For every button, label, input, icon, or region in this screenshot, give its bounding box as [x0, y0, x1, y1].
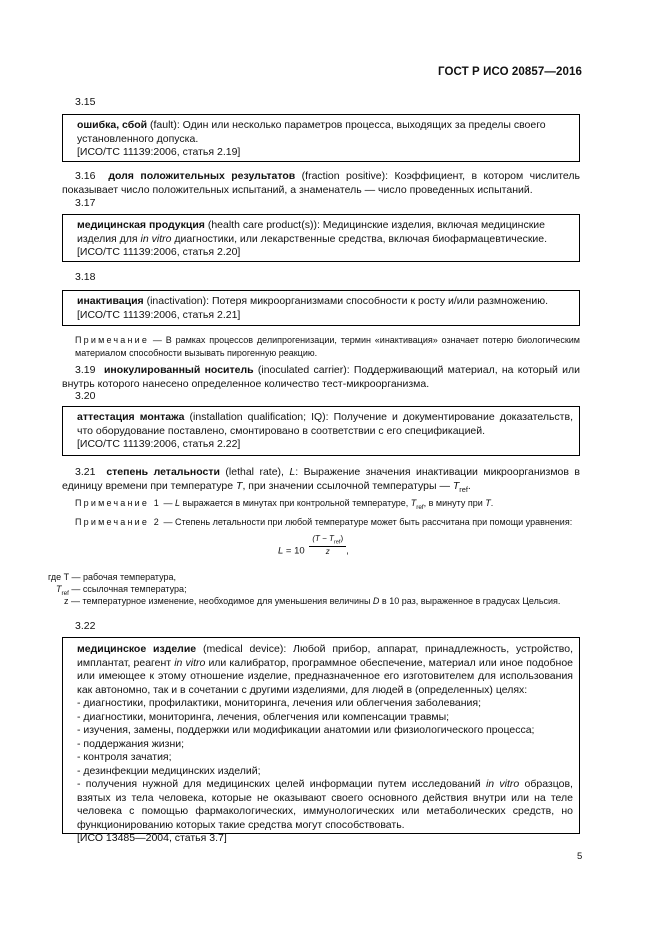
- term-box-3-17: [62, 214, 580, 262]
- term-number-3-17: 3.17: [75, 197, 96, 209]
- note-label: Примечание 1: [75, 498, 161, 508]
- term-reference: [ИСО 13485—2004, статья 3.7]: [77, 832, 227, 844]
- note-3-18: Примечание — В рамках процессов делипрогенизации, термин «инактивация» означает потерю биологическим материалом способности вызывать пирогенную реакцию.: [75, 335, 580, 358]
- term-title: ошибка, сбой: [77, 119, 148, 131]
- term-title: аттестация монтажа: [77, 411, 185, 423]
- term-number-3-22: 3.22: [75, 620, 96, 632]
- lethal-rate-formula: L = 10 $\frac{(T - T_{ref})}{z}$ ,: [278, 534, 349, 557]
- list-item: - получения нужной для медицинских целей информации путем исследований in vitro образцов, взятых из тела человека, которые не оказывают своего основного действия внутри или на теле человека с помощью фармакологических, иммунологических или метаболических средств, но функционированию которых такие средства могут способствовать.: [77, 778, 573, 831]
- term-title: степень летальности: [106, 466, 220, 478]
- term-title: доля положительных результатов: [108, 170, 296, 182]
- term-reference: [ИСО/ТС 11139:2006, статья 2.21]: [77, 308, 241, 321]
- note-2-3-21: Примечание 2 — Степень летальности при любой температуре может быть рассчитана при помощи уравнения:: [75, 517, 573, 527]
- term-reference: [ИСО/ТС 11139:2006, статья 2.22]: [77, 438, 241, 450]
- term-definition: аттестация монтажа (installation qualification; IQ): Получение и документирование доказательств, что оборудование поставлено, смонтировано в соответствии с его спецификацией.: [77, 411, 573, 437]
- term-box-3-18: [62, 290, 580, 326]
- formula-where-Tref: $T_{ref}$ — ссылочная температура;: [56, 584, 187, 597]
- term-box-3-15: [62, 114, 580, 162]
- formula-where-z: z — температурное изменение, необходимое для уменьшения величины D в 10 раз, выраженное в градусах Цельсия.: [64, 596, 561, 606]
- term-number-3-15: 3.15: [75, 96, 96, 108]
- term-reference: [ИСО/ТС 11139:2006, статья 2.20]: [77, 246, 241, 258]
- term-definition: инактивация (inactivation): Потеря микроорганизмами способности к росту и/или размножению.: [77, 295, 548, 307]
- formula-exponent: [309, 534, 346, 556]
- term-reference: [ИСО/ТС 11139:2006, статья 2.19]: [77, 146, 241, 158]
- note-1-3-21: Примечание 1 — L выражается в минутах при контрольной температуре, $T_{ref}$, в минуту при T.: [75, 498, 494, 511]
- term-definition: медицинское изделие (medical device): Любой прибор, аппарат, принадлежность, устройство, имплантат, реагент in vitro или калибратор, программное обеспечение, материал или иное подобное или имеющее к этому отношение изделие, предназначенное его изготовителем для использования как автономно, так и в сочетании с другими изделиями, для людей в (определенных) целях:: [77, 643, 574, 696]
- term-box-3-20: [62, 406, 580, 456]
- term-number-3-20: 3.20: [75, 390, 96, 402]
- term-definition: ошибка, сбой (fault): Один или несколько параметров процесса, выходящих за пределы своего установленного допуска.: [77, 119, 546, 145]
- list-item: - дезинфекции медицинских изделий;: [77, 764, 261, 777]
- term-number-3-18: 3.18: [75, 271, 96, 283]
- term-title: инактивация: [77, 295, 144, 307]
- term-title: инокулированный носитель: [103, 364, 254, 376]
- term-title: медицинская продукция: [77, 219, 205, 231]
- term-paragraph-3-21: 3.21 степень летальности (lethal rate), L: Выражение значения инактивации микроорганизмов в единицу времени при температуре T, при значении ссылочной температуры — $T_{ref}$.: [62, 466, 580, 494]
- term-box-3-22: [62, 637, 580, 844]
- formula-where-T: где T — рабочая температура,: [48, 572, 177, 582]
- term-number-3-16: 3.16: [75, 170, 96, 182]
- term-paragraph-3-16: 3.16 доля положительных результатов (fraction positive): Коэффициент, в котором числитель показывает число положительных испытаний, а знаменатель — число проведенных испытаний.: [62, 170, 581, 196]
- list-item: - контроля зачатия;: [77, 751, 172, 763]
- list-item: - диагностики, профилактики, мониторинга, лечения или облегчения заболевания;: [77, 697, 482, 709]
- list-item: - изучения, замены, поддержки или модификации анатомии или физиологического процесса;: [77, 724, 535, 736]
- term-number-3-21: 3.21: [75, 466, 96, 478]
- document-header: ГОСТ Р ИСО 20857—2016: [437, 66, 582, 78]
- note-label: Примечание: [75, 335, 150, 345]
- note-label: Примечание 2: [75, 517, 161, 527]
- term-paragraph-3-19: 3.19 инокулированный носитель (inoculated carrier): Поддерживающий материал, на который или внутрь которого нанесено определенное количество тест-микроорганизма.: [62, 364, 580, 390]
- page-number: 5: [577, 851, 583, 862]
- formula-numerator: $(T - T_{ref})$: [309, 534, 346, 547]
- term-number-3-19: 3.19: [75, 364, 96, 376]
- term-definition: медицинская продукция (health care product(s)): Медицинские изделия, включая медицинские изделия для in vitro диагностики, или лекарственные средства, включая биофармацевтические.: [77, 219, 548, 245]
- formula-denominator: z: [325, 546, 330, 556]
- list-item: - поддержания жизни;: [77, 737, 185, 750]
- term-title: медицинское изделие: [77, 643, 197, 655]
- list-item: - диагностики, мониторинга, лечения, облегчения или компенсации травмы;: [77, 710, 450, 723]
